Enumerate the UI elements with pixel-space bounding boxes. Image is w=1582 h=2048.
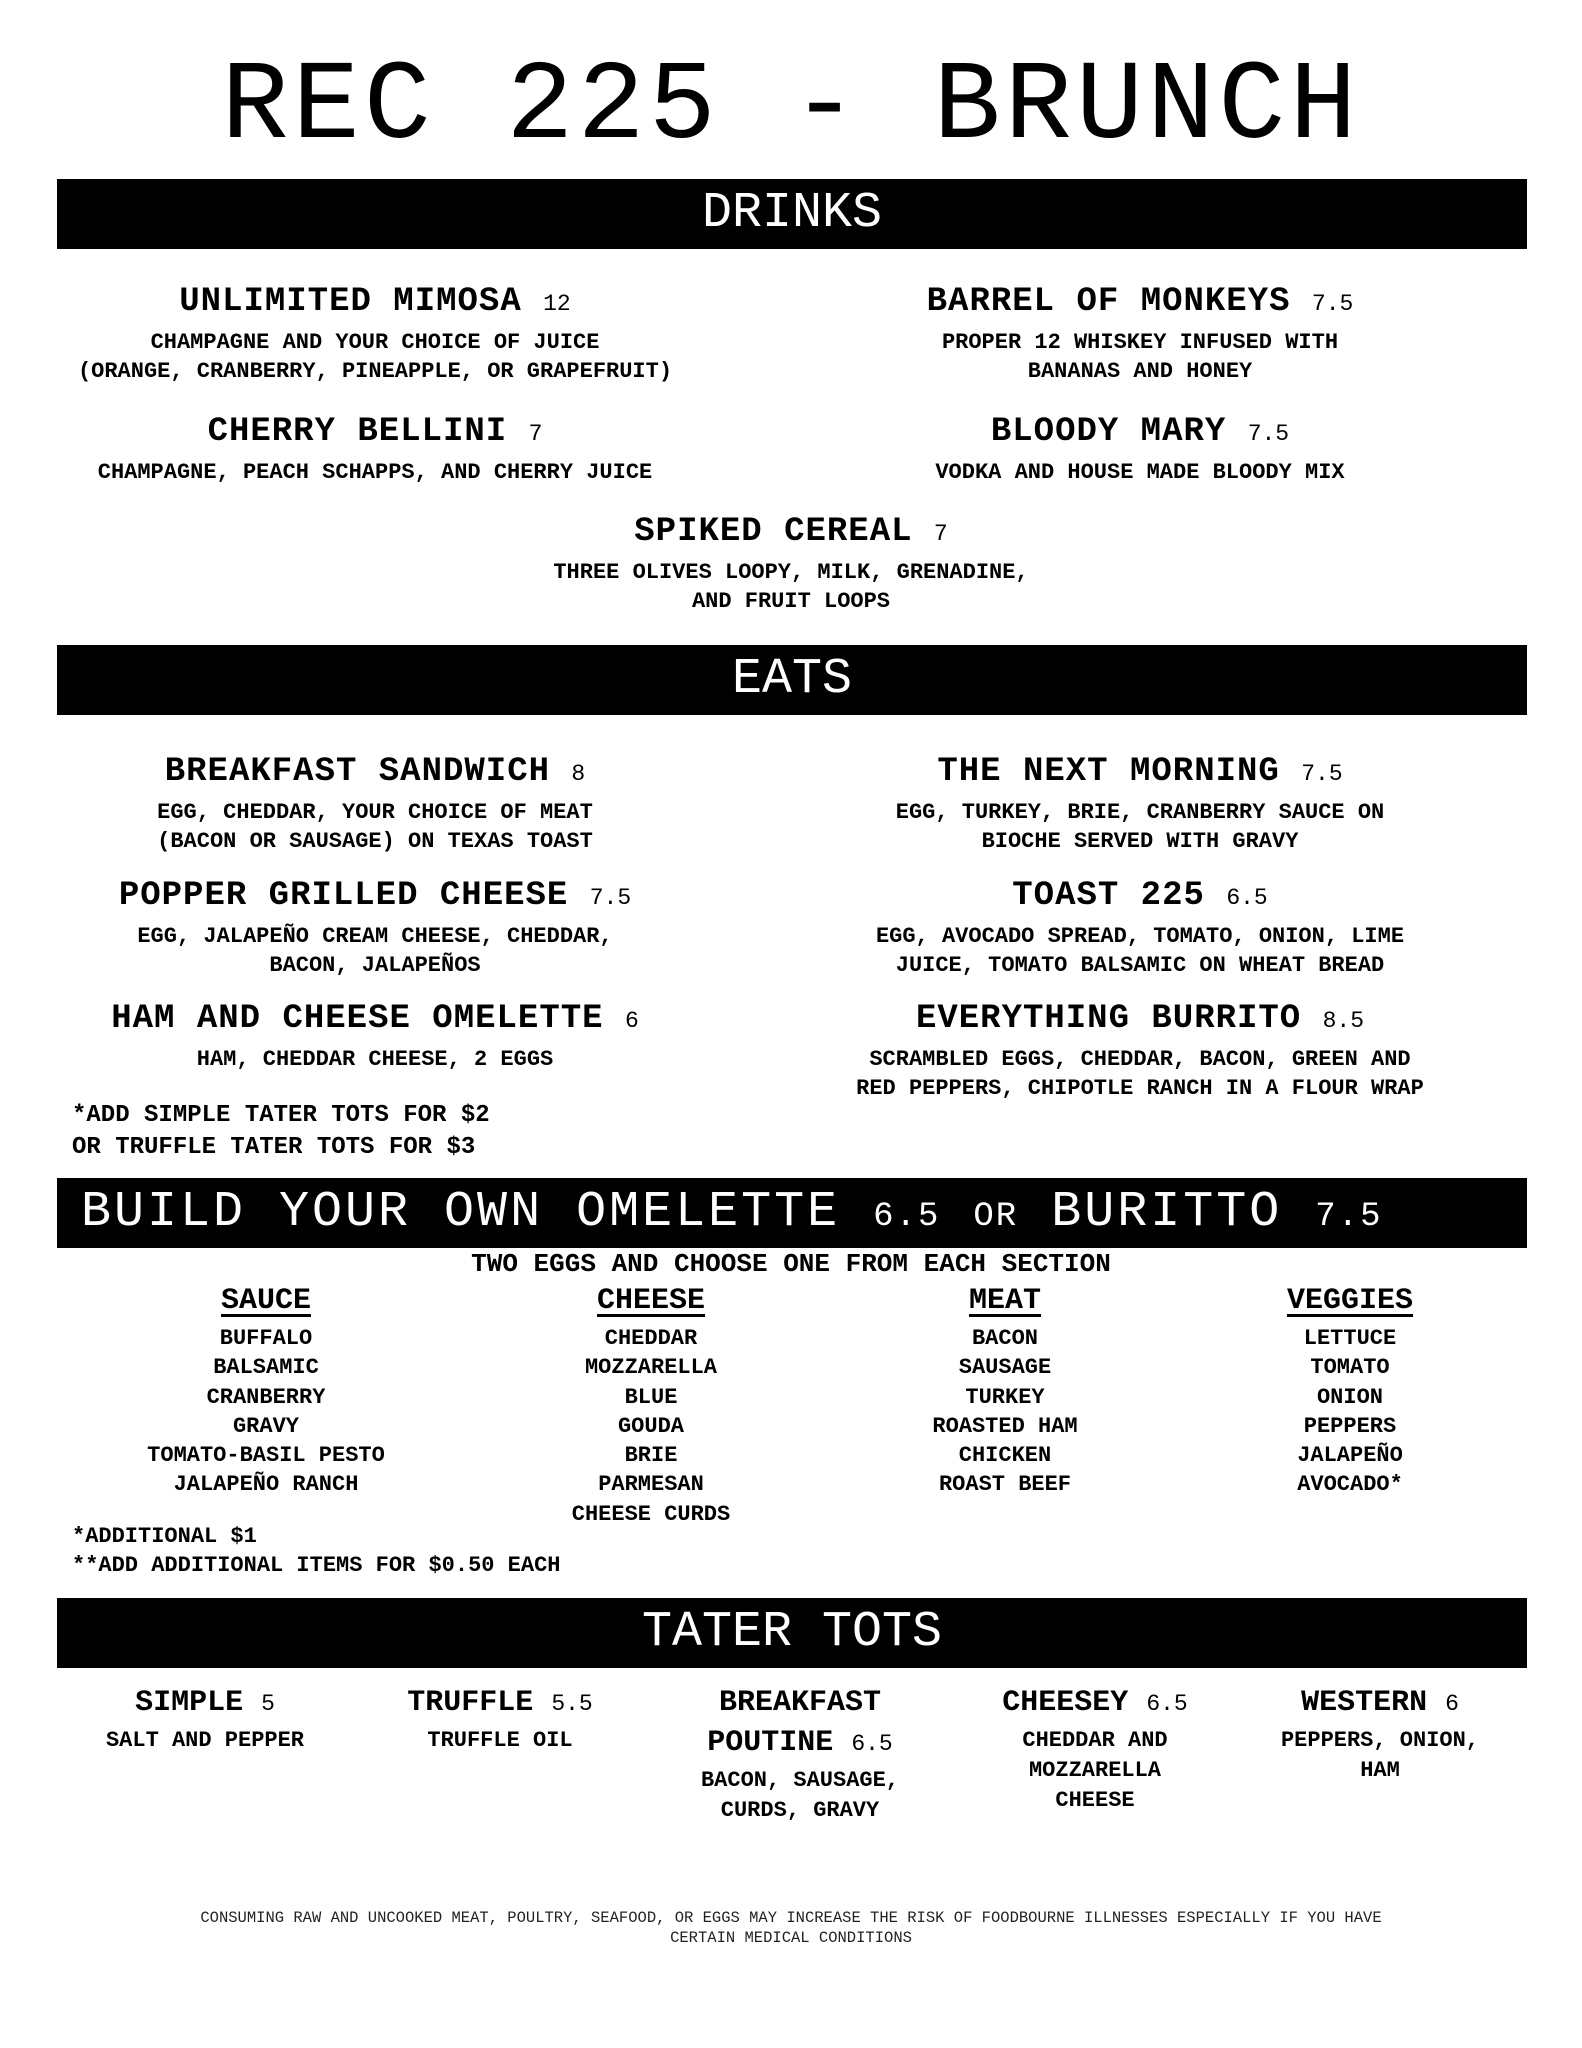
item-name: UNLIMITED MIMOSA bbox=[179, 283, 522, 321]
menu-item-cherry-bellini bbox=[60, 412, 690, 487]
item-price: 7.5 bbox=[1301, 761, 1343, 787]
item-name-line bbox=[60, 412, 690, 454]
build-or-label: OR bbox=[973, 1198, 1019, 1236]
item-description: SALT AND PEPPER bbox=[105, 1728, 305, 1753]
item-description: CHEDDAR AND bbox=[1022, 1728, 1168, 1753]
tots-item-breakfast-poutine bbox=[650, 1683, 950, 1826]
column-heading: SAUCE bbox=[220, 1284, 311, 1318]
item-name: CHEESEY bbox=[1002, 1686, 1129, 1720]
item-description: AND FRUIT LOOPS bbox=[691, 589, 891, 614]
tots-item-simple bbox=[60, 1683, 350, 1756]
item-description: HAM, CHEDDAR CHEESE, 2 EGGS bbox=[196, 1047, 554, 1072]
build-column-meat bbox=[835, 1282, 1175, 1500]
disclaimer-line: CONSUMING RAW AND UNCOOKED MEAT, POULTRY, SEAFOOD, OR EGGS MAY INCREASE THE RISK OF FOODBOURNE ILLNESSES ESPECIALLY IF YOU HAVE bbox=[200, 1909, 1382, 1927]
build-instructions: TWO EGGS AND CHOOSE ONE FROM EACH SECTION bbox=[471, 1249, 1111, 1279]
option-item: GOUDA bbox=[617, 1413, 684, 1439]
item-price: 6.5 bbox=[1146, 1691, 1188, 1717]
item-price: 7 bbox=[933, 521, 948, 547]
item-description: EGG, TURKEY, BRIE, CRANBERRY SAUCE ON bbox=[895, 800, 1385, 825]
item-name: BREAKFAST bbox=[718, 1686, 882, 1720]
item-name-line bbox=[60, 282, 690, 324]
option-item: CHICKEN bbox=[958, 1443, 1052, 1469]
section-header-tater-tots: TATER TOTS bbox=[57, 1598, 1527, 1668]
build-omelette-label: BUILD YOUR OWN OMELETTE bbox=[81, 1184, 841, 1241]
build-column-cheese bbox=[481, 1282, 821, 1529]
item-description: PROPER 12 WHISKEY INFUSED WITH bbox=[941, 330, 1339, 355]
item-price: 5.5 bbox=[551, 1691, 593, 1717]
menu-item-the-next-morning bbox=[820, 752, 1460, 856]
option-item: JALAPEÑO bbox=[1297, 1443, 1403, 1469]
item-name-line bbox=[800, 999, 1480, 1041]
item-name: CHERRY BELLINI bbox=[207, 413, 508, 451]
item-description: RED PEPPERS, CHIPOTLE RANCH IN A FLOUR WRAP bbox=[856, 1076, 1424, 1101]
item-description: EGG, AVOCADO SPREAD, TOMATO, ONION, LIME bbox=[875, 924, 1405, 949]
menu-item-barrel-of-monkeys bbox=[830, 282, 1450, 386]
item-description: MOZZARELLA bbox=[1028, 1758, 1162, 1783]
item-price: 7.5 bbox=[589, 885, 632, 911]
option-item: PEPPERS bbox=[1303, 1413, 1397, 1439]
item-description: SCRAMBLED EGGS, CHEDDAR, BACON, GREEN AND bbox=[869, 1047, 1411, 1072]
item-name: THE NEXT MORNING bbox=[937, 753, 1280, 791]
item-name: BLOODY MARY bbox=[990, 413, 1227, 451]
option-item: BALSAMIC bbox=[213, 1355, 319, 1381]
item-name: POPPER GRILLED CHEESE bbox=[118, 877, 569, 915]
item-name-line bbox=[1240, 1683, 1520, 1724]
item-description: CHEESE bbox=[1055, 1788, 1135, 1813]
option-item: GRAVY bbox=[232, 1413, 299, 1439]
item-name: POUTINE bbox=[707, 1726, 834, 1760]
item-name-line bbox=[60, 1683, 350, 1724]
item-description: BIOCHE SERVED WITH GRAVY bbox=[981, 829, 1299, 854]
item-description: BANANAS AND HONEY bbox=[1027, 359, 1253, 384]
option-item: TURKEY bbox=[965, 1384, 1045, 1410]
item-description: CHAMPAGNE, PEACH SCHAPPS, AND CHERRY JUICE bbox=[97, 460, 653, 485]
column-heading: CHEESE bbox=[596, 1284, 706, 1318]
item-name-line bbox=[650, 1723, 950, 1764]
item-name-line bbox=[820, 876, 1460, 918]
menu-item-breakfast-sandwich bbox=[60, 752, 690, 856]
item-price: 6.5 bbox=[851, 1731, 893, 1757]
item-price: 12 bbox=[543, 291, 571, 317]
tots-item-western bbox=[1240, 1683, 1520, 1786]
item-description: HAM bbox=[1360, 1758, 1400, 1783]
item-name: EVERYTHING BURRITO bbox=[915, 1000, 1302, 1038]
menu-item-bloody-mary bbox=[830, 412, 1450, 487]
item-name: SIMPLE bbox=[135, 1686, 244, 1720]
menu-item-popper-grilled-cheese bbox=[60, 876, 690, 980]
item-price: 6.5 bbox=[1226, 885, 1268, 911]
option-item: ROASTED HAM bbox=[932, 1413, 1078, 1439]
item-name-line bbox=[830, 412, 1450, 454]
item-description: VODKA AND HOUSE MADE BLOODY MIX bbox=[935, 460, 1345, 485]
item-name-line bbox=[60, 752, 690, 794]
item-name: TOAST 225 bbox=[1012, 877, 1205, 915]
item-name-line bbox=[60, 999, 690, 1041]
section-header-drinks: DRINKS bbox=[57, 179, 1527, 249]
item-description: TRUFFLE OIL bbox=[427, 1728, 573, 1753]
item-name-line bbox=[950, 1683, 1240, 1724]
build-column-sauce bbox=[96, 1282, 436, 1500]
option-item: CHEESE CURDS bbox=[571, 1501, 731, 1527]
option-item: CRANBERRY bbox=[206, 1384, 326, 1410]
build-burrito-label: BURITTO bbox=[1051, 1184, 1283, 1241]
item-description: (ORANGE, CRANBERRY, PINEAPPLE, OR GRAPEFRUIT) bbox=[77, 359, 673, 384]
item-price: 7.5 bbox=[1247, 421, 1290, 447]
option-item: SAUSAGE bbox=[958, 1355, 1052, 1381]
item-description: (BACON OR SAUSAGE) ON TEXAS TOAST bbox=[157, 829, 593, 854]
item-price: 5 bbox=[261, 1691, 275, 1717]
item-price: 7 bbox=[528, 421, 543, 447]
item-description: BACON, JALAPEÑOS bbox=[269, 953, 481, 978]
item-description: CHAMPAGNE AND YOUR CHOICE OF JUICE bbox=[150, 330, 600, 355]
item-description: JUICE, TOMATO BALSAMIC ON WHEAT BREAD bbox=[895, 953, 1385, 978]
option-item: AVOCADO* bbox=[1297, 1472, 1403, 1498]
option-item: ROAST BEEF bbox=[938, 1472, 1072, 1498]
build-note: *ADDITIONAL $1 bbox=[72, 1524, 257, 1549]
menu-item-unlimited-mimosa bbox=[60, 282, 690, 386]
option-item: BLUE bbox=[624, 1384, 678, 1410]
item-price: 8 bbox=[571, 761, 586, 787]
section-header-eats: EATS bbox=[57, 645, 1527, 715]
menu-item-everything-burrito bbox=[800, 999, 1480, 1103]
option-item: JALAPEÑO RANCH bbox=[173, 1472, 359, 1498]
option-item: MOZZARELLA bbox=[584, 1355, 718, 1381]
item-name-line bbox=[830, 282, 1450, 324]
section-header-build-your-own bbox=[57, 1178, 1527, 1248]
option-item: BUFFALO bbox=[219, 1326, 313, 1351]
option-item: BACON bbox=[971, 1326, 1038, 1351]
item-price: 6 bbox=[1445, 1691, 1459, 1717]
menu-item-spiked-cereal bbox=[441, 512, 1141, 616]
item-description: BACON, SAUSAGE, bbox=[700, 1768, 900, 1793]
item-name: SPIKED CEREAL bbox=[634, 513, 913, 551]
item-name: BARREL OF MONKEYS bbox=[926, 283, 1291, 321]
item-description: THREE OLIVES LOOPY, MILK, GRENADINE, bbox=[553, 560, 1029, 585]
option-item: CHEDDAR bbox=[604, 1326, 698, 1351]
build-column-veggies bbox=[1180, 1282, 1520, 1500]
item-name-line bbox=[441, 512, 1141, 554]
column-heading: VEGGIES bbox=[1286, 1284, 1414, 1318]
disclaimer-line: CERTAIN MEDICAL CONDITIONS bbox=[670, 1929, 912, 1947]
menu-item-ham-and-cheese-omelette bbox=[60, 999, 690, 1074]
item-description: EGG, JALAPEÑO CREAM CHEESE, CHEDDAR, bbox=[137, 924, 613, 949]
item-description: EGG, CHEDDAR, YOUR CHOICE OF MEAT bbox=[157, 800, 593, 825]
item-name-line bbox=[820, 752, 1460, 794]
item-name: BREAKFAST SANDWICH bbox=[164, 753, 551, 791]
menu-title: REC 225 - BRUNCH bbox=[221, 44, 1361, 171]
item-name: TRUFFLE bbox=[407, 1686, 534, 1720]
menu-item-toast-225 bbox=[820, 876, 1460, 980]
food-safety-disclaimer bbox=[100, 1908, 1482, 1948]
option-item: ONION bbox=[1316, 1384, 1383, 1410]
item-price: 7.5 bbox=[1311, 291, 1354, 317]
eats-note: *ADD SIMPLE TATER TOTS FOR $2 bbox=[72, 1102, 490, 1129]
option-item: BRIE bbox=[624, 1443, 678, 1469]
build-burrito-price: 7.5 bbox=[1315, 1198, 1383, 1236]
item-price: 8.5 bbox=[1322, 1008, 1365, 1034]
column-heading: MEAT bbox=[968, 1284, 1041, 1318]
option-item: TOMATO-BASIL PESTO bbox=[147, 1443, 385, 1469]
item-description: PEPPERS, ONION, bbox=[1280, 1728, 1480, 1753]
build-omelette-price: 6.5 bbox=[873, 1198, 941, 1236]
item-name: WESTERN bbox=[1301, 1686, 1428, 1720]
option-item: LETTUCE bbox=[1303, 1326, 1397, 1351]
item-name-line bbox=[350, 1683, 650, 1724]
item-price: 6 bbox=[624, 1008, 639, 1034]
option-item: TOMATO bbox=[1310, 1355, 1390, 1381]
item-name: HAM AND CHEESE OMELETTE bbox=[111, 1000, 604, 1038]
item-description: CURDS, GRAVY bbox=[720, 1798, 880, 1823]
eats-note: OR TRUFFLE TATER TOTS FOR $3 bbox=[72, 1134, 476, 1161]
tots-item-cheesey bbox=[950, 1683, 1240, 1816]
build-note: **ADD ADDITIONAL ITEMS FOR $0.50 EACH bbox=[72, 1553, 561, 1578]
option-item: PARMESAN bbox=[598, 1472, 704, 1498]
item-name-line bbox=[60, 876, 690, 918]
tots-item-truffle bbox=[350, 1683, 650, 1756]
